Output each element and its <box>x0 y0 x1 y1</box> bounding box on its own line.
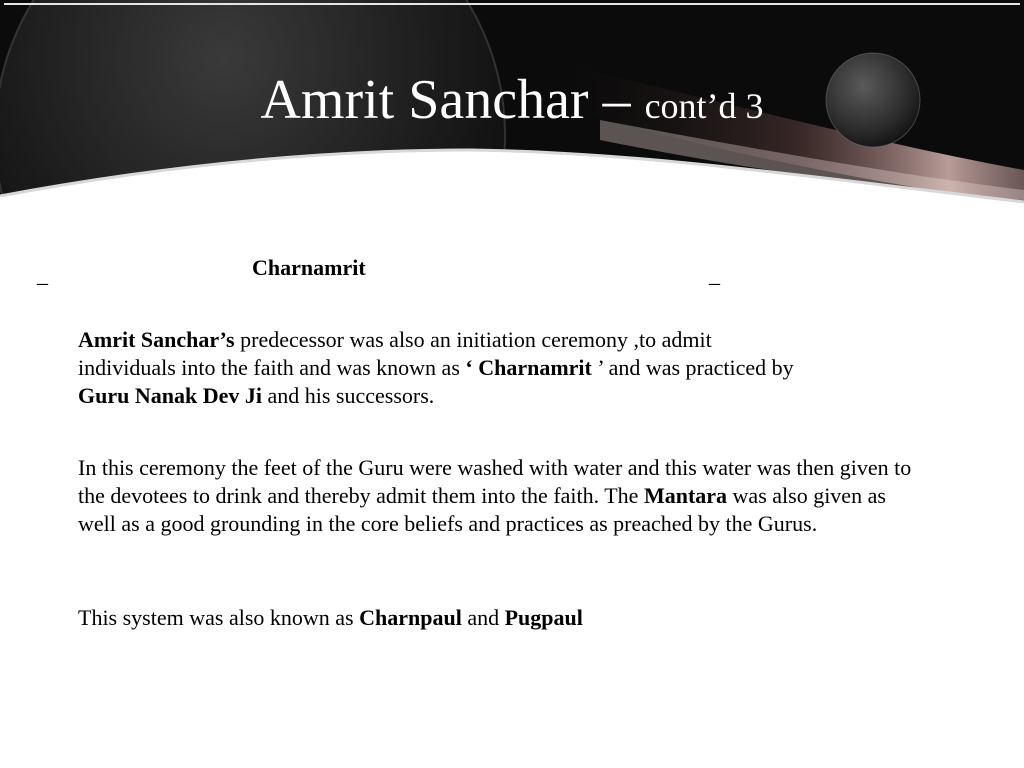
p1-bold-2: ‘ Charnamrit <box>465 355 592 380</box>
paragraph-1 <box>78 326 958 410</box>
p1-bold-3: Guru Nanak Dev Ji <box>78 383 262 408</box>
left-dash: _ <box>37 262 48 287</box>
title-sub: cont’d 3 <box>644 86 764 126</box>
section-heading: Charnamrit <box>252 255 366 280</box>
p1-text-4: and his successors. <box>261 383 435 408</box>
p2-text-1: In this ceremony the feet of the Guru were washed with water and this water was then given to the devotees to drink and thereby admit them into the faith. The <box>78 455 912 508</box>
p3-bold-2: Pugpaul <box>504 605 583 630</box>
title-main: Amrit Sanchar – <box>260 69 645 131</box>
p3-text-1: This system was also known as <box>78 605 360 630</box>
paragraph-2 <box>78 454 918 538</box>
p2-bold-1: Mantara <box>643 483 728 508</box>
p1-text-1: predecessor was also an initiation ceremony ,to admit <box>234 327 712 352</box>
p1-bold-1: Amrit Sanchar’s <box>78 327 235 352</box>
paragraph-3 <box>78 604 958 632</box>
p3-text-2: and <box>461 605 505 630</box>
p1-text-3: ’ and was practiced by <box>591 355 794 380</box>
p2-text-2: was also given as well as a good grounding in the core beliefs and practices as preached by the Gurus. <box>78 483 886 536</box>
right-dash: _ <box>709 262 720 287</box>
p1-text-2: individuals into the faith and was known as <box>78 355 466 380</box>
p3-bold-1: Charnpaul <box>359 605 462 630</box>
